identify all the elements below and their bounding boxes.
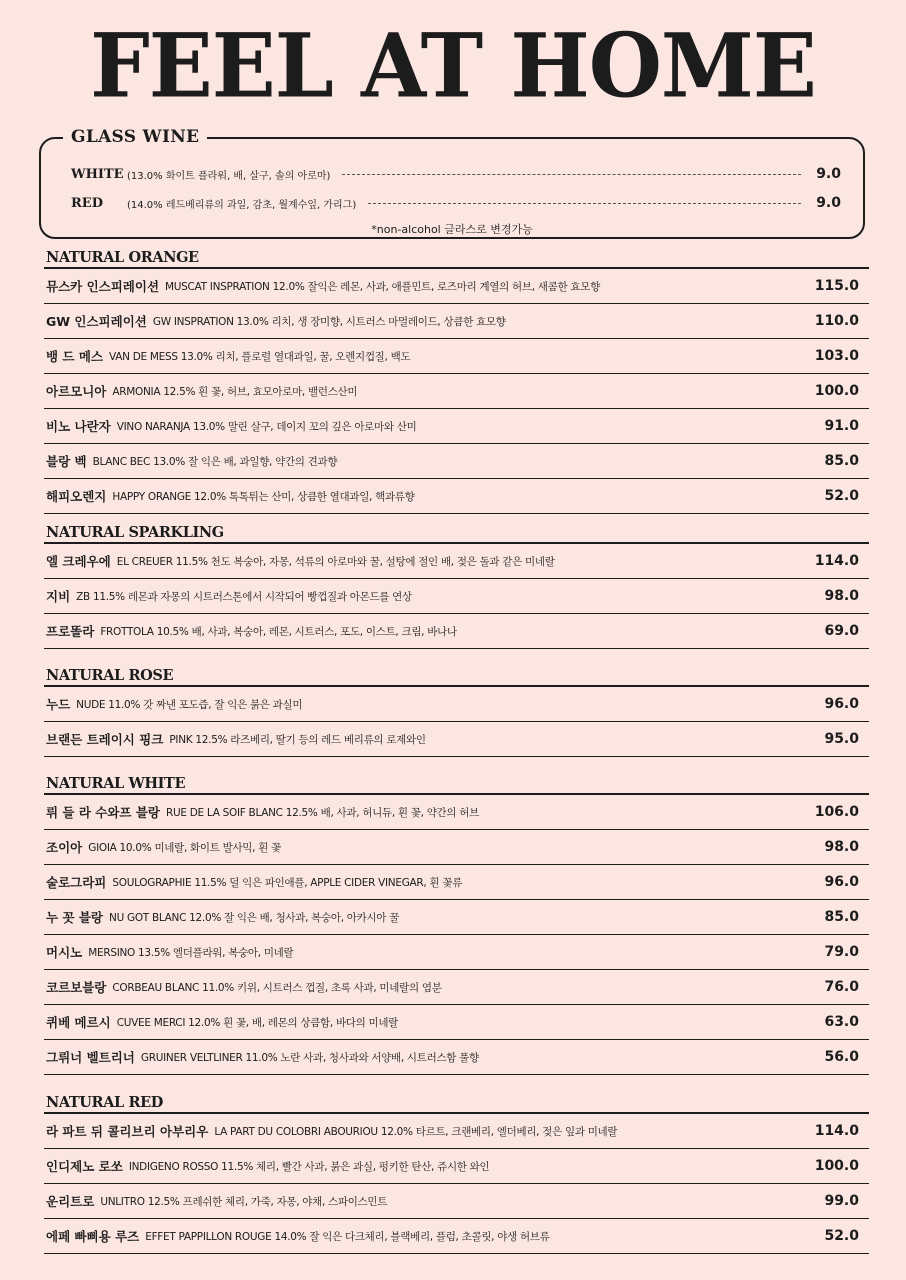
wine-row <box>44 970 869 1005</box>
wine-name: 누드 <box>46 697 71 712</box>
wine-row <box>44 1114 869 1149</box>
wine-price: 52.0 <box>824 488 859 504</box>
wine-name: 프로똘라 <box>46 624 95 639</box>
wine-price: 114.0 <box>814 1123 859 1139</box>
dotted-leader <box>342 174 801 175</box>
wine-price: 96.0 <box>824 696 859 712</box>
wine-desc: UNLITRO 12.5% 프레쉬한 체리, 가죽, 자몽, 야채, 스파이스민트 <box>100 1195 388 1208</box>
wine-desc: ARMONIA 12.5% 흰 꽃, 허브, 효모아로마, 밸런스산미 <box>112 385 358 398</box>
wine-name: 그뤼너 벨트리너 <box>46 1050 135 1065</box>
wine-price: 85.0 <box>824 909 859 925</box>
wine-price: 100.0 <box>814 1158 859 1174</box>
wine-row <box>44 269 869 304</box>
wine-name: 지비 <box>46 589 71 604</box>
wine-price: 99.0 <box>824 1193 859 1209</box>
section-title: NATURAL ORANGE <box>46 249 199 266</box>
wine-row <box>44 544 869 579</box>
wine-desc: HAPPY ORANGE 12.0% 톡톡튀는 산미, 상큼한 열대과일, 핵과류향 <box>112 490 415 503</box>
wine-name: 아르모니아 <box>46 384 107 399</box>
section-natural-rose <box>44 667 869 757</box>
wine-price: 85.0 <box>824 453 859 469</box>
wine-name: 뱅 드 메스 <box>46 349 104 364</box>
wine-price: 98.0 <box>824 588 859 604</box>
wine-row <box>44 830 869 865</box>
wine-price: 95.0 <box>824 731 859 747</box>
wine-price: 106.0 <box>814 804 859 820</box>
glass-wine-price: 9.0 <box>816 166 841 182</box>
wine-row <box>44 304 869 339</box>
wine-name: 조이아 <box>46 840 83 855</box>
wine-name: 운리트로 <box>46 1194 95 1209</box>
wine-desc: RUE DE LA SOIF BLANC 12.5% 배, 사과, 허니듀, 흰 꽃, 약간의 허브 <box>166 806 479 819</box>
wine-row <box>44 1149 869 1184</box>
wine-row <box>44 579 869 614</box>
wine-name: 블랑 벡 <box>46 454 87 469</box>
wine-row <box>44 687 869 722</box>
wine-name: 인디제노 로쏘 <box>46 1159 123 1174</box>
wine-name: 라 파트 뒤 콜리브리 아부리우 <box>46 1124 209 1139</box>
wine-desc: MERSINO 13.5% 엘더플라워, 복숭아, 미네랄 <box>88 946 294 959</box>
wine-row <box>44 1040 869 1075</box>
wine-row <box>44 900 869 935</box>
wine-name: 엘 크레우에 <box>46 554 111 569</box>
glass-wine-title: GLASS WINE <box>63 127 207 147</box>
wine-price: 56.0 <box>824 1049 859 1065</box>
wine-desc: EFFET PAPPILLON ROUGE 14.0% 잘 익은 다크체리, 블랙베리, 플럼, 초콜릿, 야생 허브류 <box>145 1230 550 1243</box>
wine-desc: CUVEE MERCI 12.0% 흰 꽃, 배, 레몬의 상큼함, 바다의 미네랄 <box>116 1016 399 1029</box>
wine-price: 96.0 <box>824 874 859 890</box>
dotted-leader <box>368 203 801 204</box>
wine-row <box>44 1184 869 1219</box>
wine-name: 퀴베 메르시 <box>46 1015 111 1030</box>
wine-desc: MUSCAT INSPRATION 12.0% 잘익은 레몬, 사과, 애플민트, 로즈마리 계열의 허브, 새콤한 효모향 <box>165 280 600 293</box>
glass-wine-name: WHITE <box>71 166 124 182</box>
wine-row <box>44 722 869 757</box>
wine-name: 해피오렌지 <box>46 489 107 504</box>
glass-wine-note: *non-alcohol 글라스로 변경가능 <box>371 223 533 236</box>
wine-row <box>44 409 869 444</box>
wine-desc: INDIGENO ROSSO 11.5% 체리, 빨간 사과, 붉은 과실, 펑키한 탄산, 쥬시한 와인 <box>128 1160 490 1173</box>
wine-price: 79.0 <box>824 944 859 960</box>
wine-name: GW 인스피레이션 <box>46 314 147 329</box>
wine-price: 103.0 <box>814 348 859 364</box>
wine-price: 52.0 <box>824 1228 859 1244</box>
wine-desc: LA PART DU COLOBRI ABOURIOU 12.0% 타르트, 크랜베리, 엘더베리, 젖은 잎과 미네랄 <box>214 1125 618 1138</box>
wine-desc: CORBEAU BLANC 11.0% 키위, 시트러스 껍질, 초록 사과, 미네랄의 염분 <box>112 981 442 994</box>
glass-wine-box <box>39 127 865 239</box>
wine-price: 115.0 <box>814 278 859 294</box>
wine-row <box>44 795 869 830</box>
wine-desc: NU GOT BLANC 12.0% 잘 익은 배, 청사과, 복숭아, 아카시아 꿀 <box>109 911 400 924</box>
wine-row <box>44 1219 869 1254</box>
wine-desc: VAN DE MESS 13.0% 리치, 플로럴 열대과일, 꿀, 오렌지껍질, 백도 <box>109 350 411 363</box>
wine-row <box>44 444 869 479</box>
wine-desc: NUDE 11.0% 갓 짜낸 포도즙, 잘 익은 붉은 과실미 <box>76 698 303 711</box>
wine-price: 98.0 <box>824 839 859 855</box>
wine-desc: GRUINER VELTLINER 11.0% 노란 사과, 청사과와 서양배, 시트러스함 풀향 <box>140 1051 479 1064</box>
wine-name: 머시노 <box>46 945 83 960</box>
wine-row <box>44 935 869 970</box>
wine-row <box>44 1005 869 1040</box>
wine-desc: GW INSPRATION 13.0% 리치, 생 장미향, 시트러스 마멀레이드, 상큼한 효모향 <box>152 315 506 328</box>
wine-desc: SOULOGRAPHIE 11.5% 덜 익은 파인애플, APPLE CIDER VINEGAR, 흰 꽃류 <box>112 876 463 889</box>
wine-name: 에페 빠삐용 루즈 <box>46 1229 140 1244</box>
wine-name: 코르보블랑 <box>46 980 107 995</box>
wine-price: 114.0 <box>814 553 859 569</box>
section-natural-orange <box>44 249 869 514</box>
wine-row <box>44 865 869 900</box>
section-title: NATURAL SPARKLING <box>46 524 224 541</box>
wine-name: 뤼 들 라 수와프 블랑 <box>46 805 161 820</box>
wine-price: 76.0 <box>824 979 859 995</box>
section-natural-white <box>44 775 869 1075</box>
glass-wine-row-red <box>71 193 841 213</box>
section-title: NATURAL WHITE <box>46 775 186 792</box>
glass-wine-desc: (14.0% 레드베리류의 과일, 감초, 월계수잎, 가리그) <box>127 199 357 211</box>
section-title: NATURAL ROSE <box>46 667 174 684</box>
glass-wine-price: 9.0 <box>816 195 841 211</box>
wine-desc: PINK 12.5% 라즈베리, 딸기 등의 레드 베리류의 로제와인 <box>169 733 426 746</box>
wine-name: 누 꼿 블랑 <box>46 910 104 925</box>
wine-row <box>44 614 869 649</box>
wine-desc: ZB 11.5% 레몬과 자몽의 시트러스톤에서 시작되어 빵껍질과 아몬드를 연상 <box>76 590 412 603</box>
wine-price: 91.0 <box>824 418 859 434</box>
glass-wine-name: RED <box>71 195 103 211</box>
wine-desc: GIOIA 10.0% 미네랄, 화이트 발사믹, 흰 꽃 <box>88 841 281 854</box>
wine-name: 술로그라피 <box>46 875 107 890</box>
page-title: FEEL AT HOME <box>90 13 816 118</box>
wine-price: 69.0 <box>824 623 859 639</box>
wine-name: 브랜든 트레이시 핑크 <box>46 732 164 747</box>
wine-row <box>44 339 869 374</box>
wine-desc: EL CREUER 11.5% 천도 복숭아, 자몽, 석류의 아로마와 꿀, 설탕에 절인 배, 젖은 돌과 같은 미네랄 <box>116 555 555 568</box>
wine-name: 비노 나란자 <box>46 419 111 434</box>
wine-price: 63.0 <box>824 1014 859 1030</box>
glass-wine-row-white <box>71 164 841 184</box>
wine-row <box>44 479 869 514</box>
wine-name: 뮤스카 인스피레이션 <box>46 279 160 294</box>
glass-wine-desc: (13.0% 화이트 플라워, 배, 살구, 솔의 아로마) <box>127 170 331 182</box>
wine-desc: BLANC BEC 13.0% 잘 익은 배, 과일향, 약간의 견과향 <box>92 455 338 468</box>
section-natural-red <box>44 1094 869 1254</box>
section-natural-sparkling <box>44 524 869 649</box>
wine-price: 100.0 <box>814 383 859 399</box>
section-title: NATURAL RED <box>46 1094 163 1111</box>
wine-row <box>44 374 869 409</box>
wine-desc: VINO NARANJA 13.0% 말린 살구, 데이지 꼬의 깊은 아로마와 산미 <box>116 420 417 433</box>
wine-price: 110.0 <box>814 313 859 329</box>
wine-desc: FROTTOLA 10.5% 배, 사과, 복숭아, 레몬, 시트러스, 포도, 이스트, 크림, 바나나 <box>100 625 457 638</box>
